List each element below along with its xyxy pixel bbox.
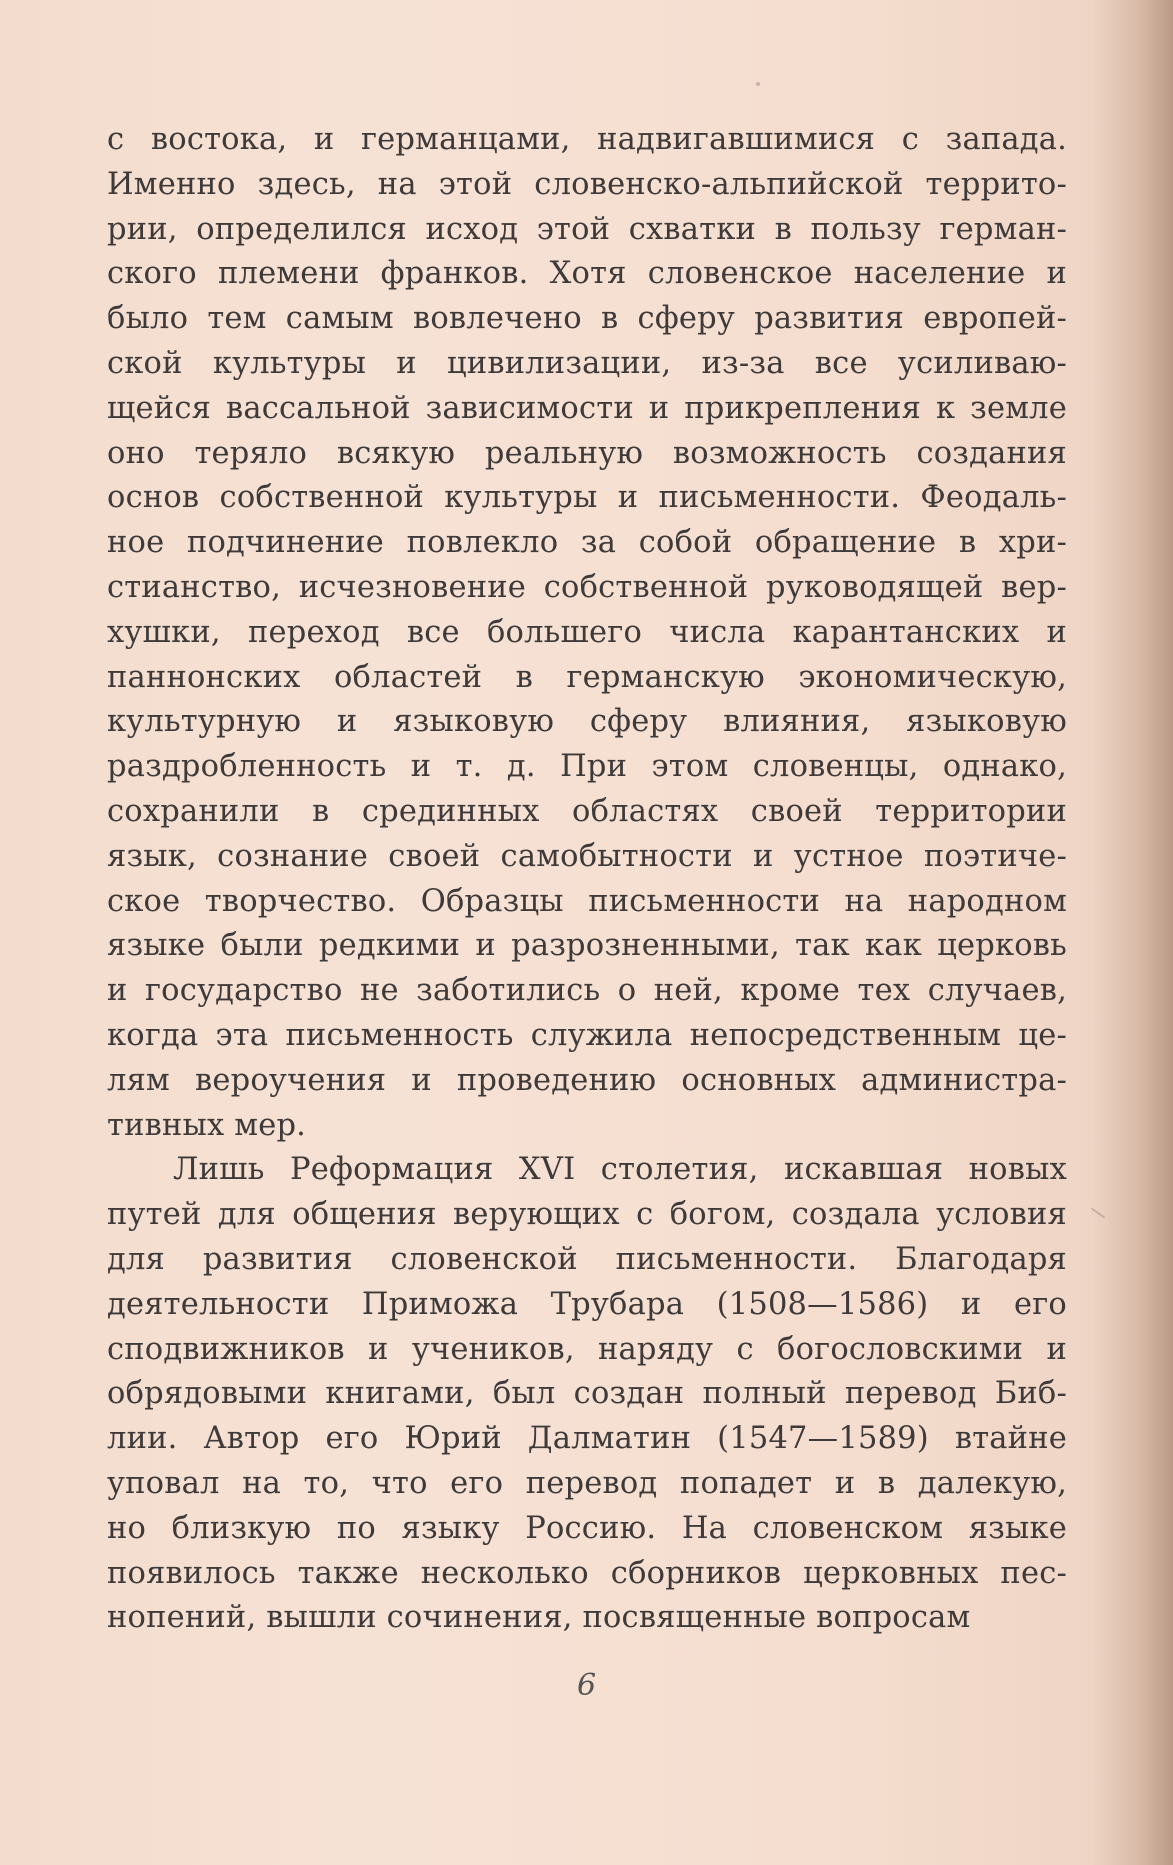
text-line: основ собственной культуры и письменности. Феодаль- [107,480,1067,516]
text-line: и государство не заботились о ней, кроме тех случаев, [107,973,1067,1009]
text-line: оно теряло всякую реальную возможность создания [107,435,1067,471]
text-line: тивных мер. [107,1107,307,1143]
text-line: щейся вассальной зависимости и прикрепления к земле [107,390,1067,426]
text-line: но близкую по языку Россию. На словенском языке [107,1510,1067,1546]
text-line: обрядовыми книгами, был создан полный перевод Биб- [107,1376,1067,1412]
text-line: с востока, и германцами, надвигавшимися с запада. [107,122,1067,157]
body-text [107,118,1067,1641]
text-line: хушки, переход все большего числа карантанских и [107,614,1067,650]
text-line: ное подчинение повлекло за собой обращение в хри- [107,525,1067,561]
text-line: культурную и языковую сферу влияния, языковую [107,704,1067,740]
text-line: паннонских областей в германскую экономическую, [107,659,1067,695]
text-line: рии, определился исход этой схватки в пользу герман- [107,211,1067,247]
text-line: Лишь Реформация XVI столетия, искавшая новых [173,1152,1067,1188]
text-line: уповал на то, что его перевод попадет и в далекую, [107,1465,1067,1501]
text-line: ского племени франков. Хотя словенское население и [107,256,1067,292]
text-line: ской культуры и цивилизации, из-за все усиливаю- [107,345,1067,381]
text-line: языке были редкими и разрозненными, так как церковь [107,928,1067,964]
text-line: ское творчество. Образцы письменности на народном [107,883,1067,919]
text-line: стианство, исчезновение собственной руководящей вер- [107,569,1067,605]
text-line: когда эта письменность служила непосредственным це- [107,1017,1067,1053]
text-line: путей для общения верующих с богом, создала условия [107,1197,1067,1233]
text-line: язык, сознание своей самобытности и устное поэтиче- [107,838,1067,874]
text-line: было тем самым вовлечено в сферу развития европей- [107,301,1067,337]
text-line: раздробленность и т. д. При этом словенцы, однако, [107,749,1067,785]
text-line: появилось также несколько сборников церковных пес- [107,1555,1067,1591]
text-line: лии. Автор его Юрий Далматин (1547—1589) втайне [107,1421,1067,1457]
text-line: сохранили в срединных областях своей территории [107,793,1067,829]
text-line: Именно здесь, на этой словенско-альпийской террито- [107,166,1067,202]
text-line: нопений, вышли сочинения, посвященные вопросам [107,1600,971,1636]
paragraph-2 [107,1148,1067,1641]
text-line: сподвижников и учеников, наряду с богословскими и [107,1331,1067,1367]
page-number: 6 [576,1668,597,1703]
text-line: деятельности Приможа Трубара (1508—1586) и его [107,1286,1067,1322]
text-line: лям вероучения и проведению основных администра- [107,1062,1067,1098]
paragraph-1 [107,118,1067,1148]
dust-speck [756,82,760,86]
text-line: для развития словенской письменности. Благодаря [107,1241,1067,1277]
